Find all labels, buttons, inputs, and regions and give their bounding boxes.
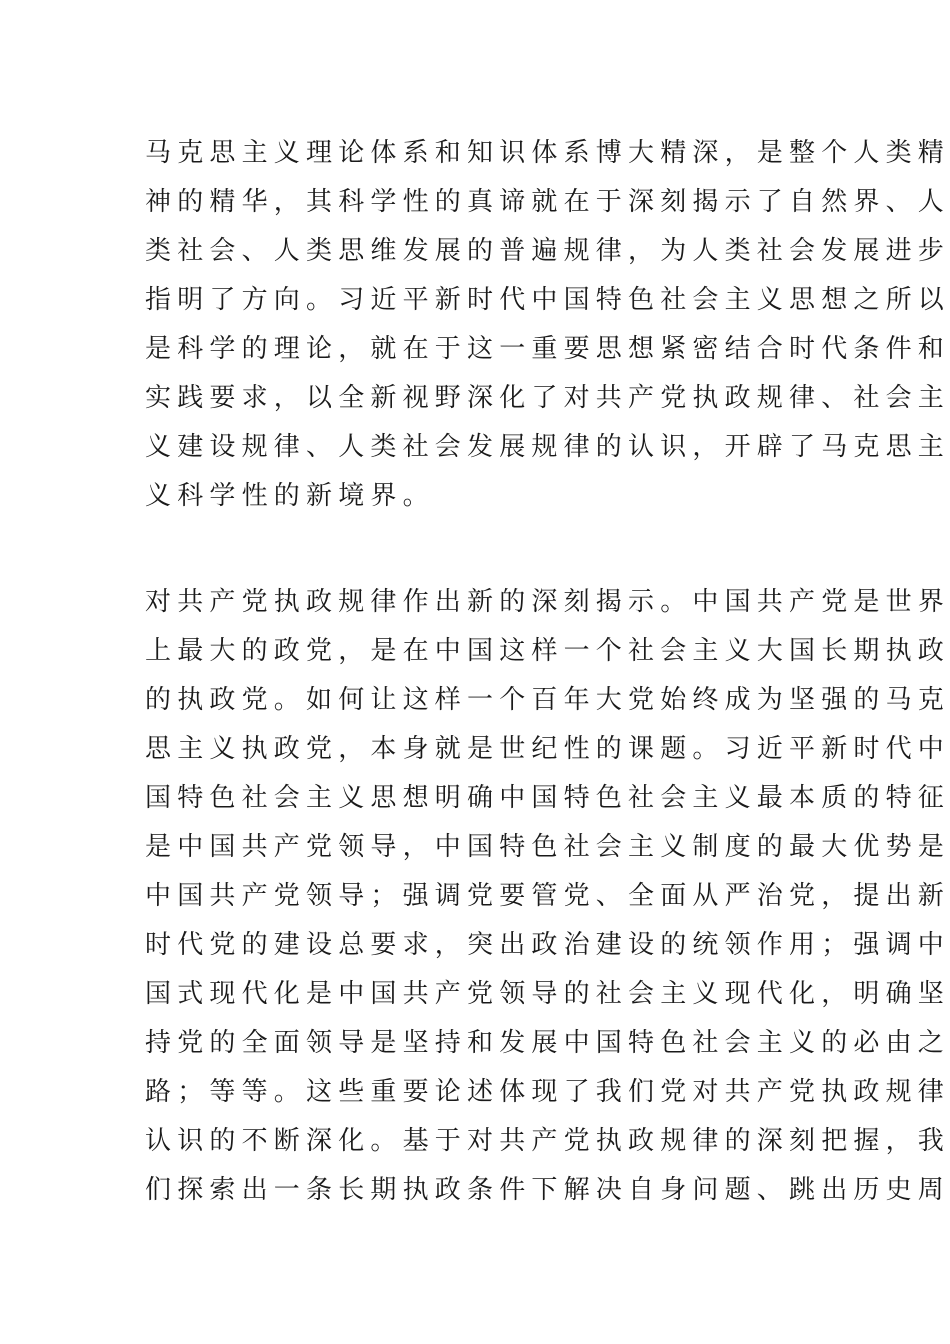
text-line: 的执政党。如何让这样一个百年大党始终成为坚强的马克 <box>145 685 950 715</box>
text-line: 指明了方向。习近平新时代中国特色社会主义思想之所以 <box>145 285 950 315</box>
text-line: 上最大的政党，是在中国这样一个社会主义大国长期执政 <box>145 636 950 666</box>
text-line: 神的精华，其科学性的真谛就在于深刻揭示了自然界、人 <box>145 187 950 217</box>
text-line: 认识的不断深化。基于对共产党执政规律的深刻把握，我 <box>145 1126 950 1156</box>
text-line: 路；等等。这些重要论述体现了我们党对共产党执政规律 <box>145 1077 950 1107</box>
paragraph-1 <box>145 129 950 521</box>
text-line: 类社会、人类思维发展的普遍规律，为人类社会发展进步 <box>145 236 950 266</box>
text-line: 是中国共产党领导，中国特色社会主义制度的最大优势是 <box>145 832 950 862</box>
text-line: 义科学性的新境界。 <box>145 481 435 511</box>
text-line: 是科学的理论，就在于这一重要思想紧密结合时代条件和 <box>145 334 950 364</box>
text-line: 国式现代化是中国共产党领导的社会主义现代化，明确坚 <box>145 979 950 1009</box>
text-line: 义建设规律、人类社会发展规律的认识，开辟了马克思主 <box>145 432 950 462</box>
text-line: 中国共产党领导；强调党要管党、全面从严治党，提出新 <box>145 881 950 911</box>
text-line: 国特色社会主义思想明确中国特色社会主义最本质的特征 <box>145 783 950 813</box>
text-line: 思主义执政党，本身就是世纪性的课题。习近平新时代中 <box>145 734 950 764</box>
paragraph-2 <box>145 578 950 1215</box>
text-line: 时代党的建设总要求，突出政治建设的统领作用；强调中 <box>145 930 950 960</box>
text-line: 对共产党执政规律作出新的深刻揭示。中国共产党是世界 <box>145 587 950 617</box>
text-line: 马克思主义理论体系和知识体系博大精深，是整个人类精 <box>145 138 950 168</box>
text-line: 实践要求，以全新视野深化了对共产党执政规律、社会主 <box>145 383 950 413</box>
text-line: 们探索出一条长期执政条件下解决自身问题、跳出历史周 <box>145 1175 950 1205</box>
text-line: 持党的全面领导是坚持和发展中国特色社会主义的必由之 <box>145 1028 950 1058</box>
